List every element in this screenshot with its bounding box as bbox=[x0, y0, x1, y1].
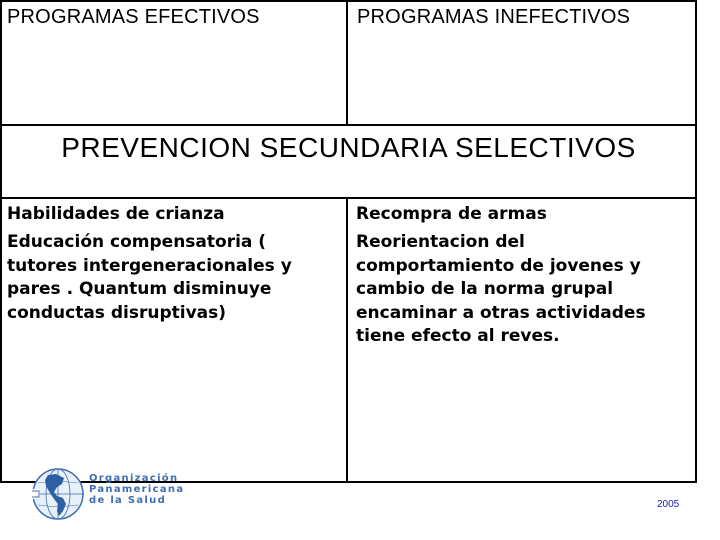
right-cell-item-1: Recompra de armas bbox=[356, 204, 547, 224]
left-cell-item-2-line: pares . Quantum disminuye bbox=[7, 279, 272, 299]
table-right-border bbox=[695, 0, 697, 483]
header-bottom-border bbox=[0, 124, 697, 126]
header-ineffective-programs: PROGRAMAS INEFECTIVOS bbox=[357, 6, 631, 28]
left-cell-content bbox=[7, 202, 343, 325]
right-cell-item-2-line: comportamiento de jovenes y bbox=[356, 255, 641, 276]
table-top-border bbox=[0, 0, 697, 2]
left-cell-item-2-line: Educación compensatoria ( bbox=[7, 232, 267, 252]
body-column-divider bbox=[346, 197, 348, 483]
left-cell-item-2-line: conductas disruptivas) bbox=[7, 302, 227, 323]
footer-year: 2005 bbox=[657, 499, 680, 510]
band-title: PREVENCION SECUNDARIA SELECTIVOS bbox=[61, 132, 636, 163]
left-cell-item-2-line: tutores intergeneracionales y bbox=[7, 255, 292, 276]
header-column-divider bbox=[346, 0, 348, 126]
logo-line: de la Salud bbox=[89, 495, 167, 506]
logo-line: Organización bbox=[89, 473, 179, 484]
band-bottom-border bbox=[0, 197, 697, 199]
right-cell-content bbox=[356, 202, 694, 349]
globe-americas-icon bbox=[30, 466, 86, 522]
right-cell-item-2-line: encaminar a otras actividades bbox=[356, 302, 646, 323]
table-left-border bbox=[0, 0, 2, 483]
header-effective-programs: PROGRAMAS EFECTIVOS bbox=[7, 6, 260, 28]
organization-logo-text bbox=[89, 473, 184, 506]
left-cell-item-1: Habilidades de crianza bbox=[7, 204, 225, 224]
right-cell-item-2-line: cambio de la norma grupal bbox=[356, 279, 614, 299]
right-cell-item-2-line: Reorientacion del bbox=[356, 232, 525, 252]
right-cell-item-2-line: tiene efecto al reves. bbox=[356, 326, 560, 346]
logo-line: Panamericana bbox=[89, 484, 185, 495]
